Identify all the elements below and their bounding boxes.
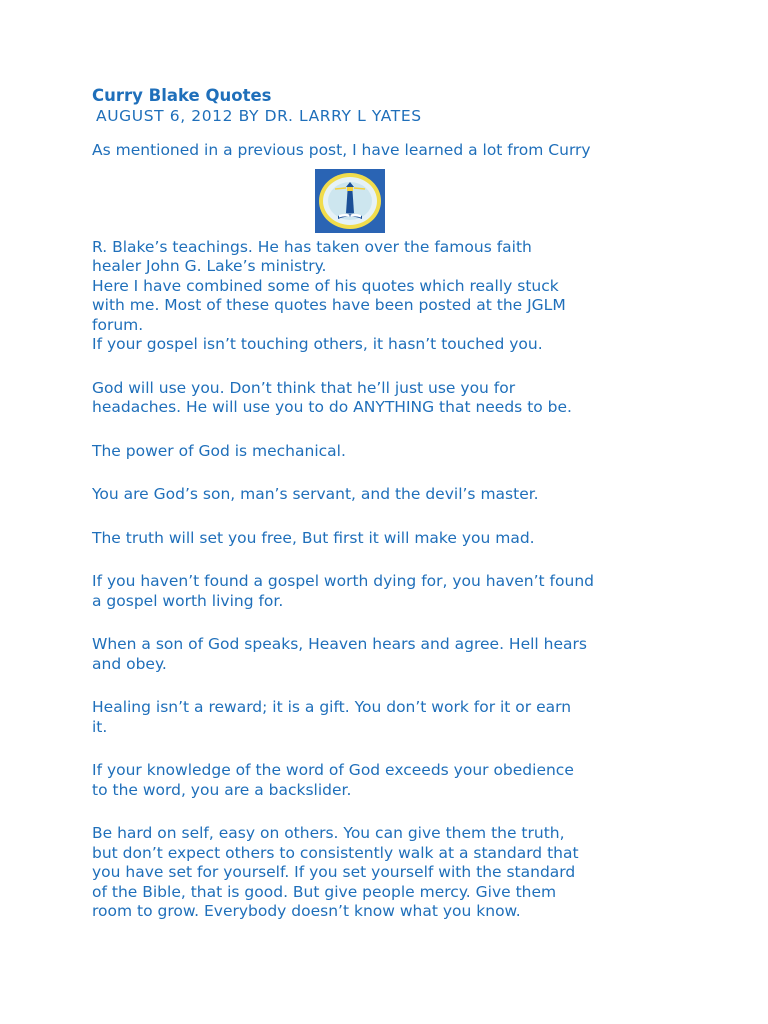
quote-paragraph (92, 442, 692, 462)
article-title: Curry Blake Quotes (92, 86, 272, 105)
intro-continued (92, 238, 692, 355)
intro-first-line: As mentioned in a previous post, I have learned a lot from Curry (92, 141, 591, 159)
quote-paragraph (92, 572, 692, 611)
intro-line: forum. (92, 315, 144, 334)
quote-line: it. (92, 717, 108, 736)
article-meta: AUGUST 6, 2012 BY DR. LARRY L YATES (96, 107, 422, 125)
quote-line: Be hard on self, easy on others. You can give them the truth, (92, 824, 565, 842)
intro-line: healer John G. Lake’s ministry. (92, 257, 327, 275)
quote-line: God will use you. Don’t think that he’ll just use you for (92, 378, 516, 397)
quote-list (92, 379, 692, 922)
article (92, 86, 692, 922)
quote-line: When a son of God speaks, Heaven hears and agree. Hell hears (92, 635, 587, 653)
quote-line: of the Bible, that is good. But give people mercy. Give them (92, 882, 557, 901)
quote-line: to the word, you are a backslider. (92, 780, 352, 799)
quote-paragraph (92, 635, 692, 674)
quote-paragraph (92, 529, 692, 549)
quote-line: The truth will set you free, But first it will make you mad. (92, 528, 535, 547)
intro-line: R. Blake’s teachings. He has taken over the famous faith (92, 237, 532, 256)
quote-paragraph (92, 698, 692, 737)
lighthouse-bible-logo-icon (315, 169, 385, 233)
quote-line: you have set for yourself. If you set yourself with the standard (92, 863, 576, 881)
quote-paragraph (92, 485, 692, 505)
intro-line: with me. Most of these quotes have been posted at the JGLM (92, 296, 566, 314)
quote-paragraph (92, 379, 692, 418)
quote-line: If your knowledge of the word of God exceeds your obedience (92, 761, 574, 779)
quote-line: You are God’s son, man’s servant, and the devil’s master. (92, 485, 539, 503)
quote-line: headaches. He will use you to do ANYTHING that needs to be. (92, 398, 572, 416)
quote-line: The power of God is mechanical. (92, 441, 346, 460)
quote-paragraph (92, 824, 692, 922)
quote-paragraph (92, 761, 692, 800)
quote-line: and obey. (92, 654, 167, 673)
quote-line: a gospel worth living for. (92, 591, 284, 610)
quote-line: room to grow. Everybody doesn’t know what you know. (92, 902, 521, 920)
quote-line: Healing isn’t a reward; it is a gift. You don’t work for it or earn (92, 698, 572, 716)
intro-line: If your gospel isn’t touching others, it hasn’t touched you. (92, 335, 543, 353)
intro-line: Here I have combined some of his quotes which really stuck (92, 276, 559, 295)
quote-line: but don’t expect others to consistently walk at a standard that (92, 843, 579, 862)
quote-line: If you haven’t found a gospel worth dying for, you haven’t found (92, 572, 594, 590)
